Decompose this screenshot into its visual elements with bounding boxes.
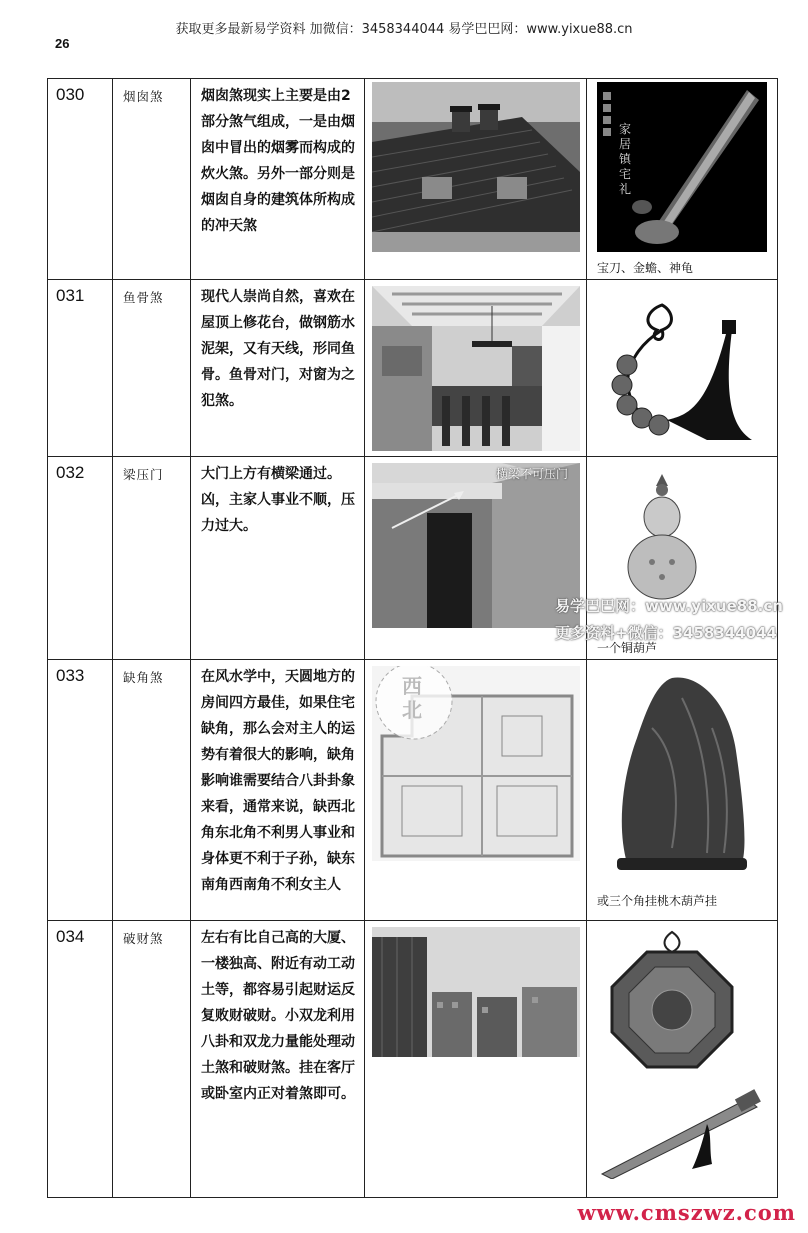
watermark-site: 易学巴巴网：www.yixue88.cn — [555, 597, 783, 615]
entry-photo-cell — [365, 79, 587, 280]
entry-name: 梁压门 — [113, 457, 191, 660]
entry-number: 030 — [48, 79, 113, 280]
entry-remedy-cell — [587, 921, 778, 1198]
entry-photo-cell — [365, 280, 587, 457]
entry-remedy-cell — [587, 280, 778, 457]
coin-tassel-charm-image — [607, 300, 767, 450]
table-row — [48, 280, 778, 457]
bagua-mirror-image — [597, 927, 747, 1077]
entry-photo-cell — [365, 457, 587, 660]
floorplan-label: 西北 — [402, 674, 422, 722]
footer-site-mark: www.cmszwz.com — [577, 1200, 796, 1225]
high-rise-buildings-photo — [372, 927, 580, 1057]
treasure-sword-image — [597, 82, 767, 252]
peach-wood-carving-image — [612, 668, 752, 878]
table-row — [48, 660, 778, 921]
entry-description: 现代人崇尚自然，喜欢在屋顶上修花台，做钢筋水泥架，又有天线，形同鱼骨。鱼骨对门，对窗为之犯煞。 — [191, 280, 365, 457]
entry-number: 032 — [48, 457, 113, 660]
entry-number: 033 — [48, 660, 113, 921]
remedy-caption: 或三个角挂桃木葫芦挂 — [597, 894, 718, 908]
table-row — [48, 921, 778, 1198]
watermark-contact: 更多资料+微信：3458344044 — [555, 624, 777, 642]
entry-name: 鱼骨煞 — [113, 280, 191, 457]
chimney-roof-photo — [372, 82, 580, 252]
entry-description: 在风水学中，天圆地方的房间四方最佳，如果住宅缺角，那么会对主人的运势有着很大的影响，缺角影响谁需要结合八卦卦象来看，通常来说，缺西北角东北角不利男人事业和身体更不利于子孙，缺东南角西南角不利女主人 — [191, 660, 365, 921]
entry-description: 大门上方有横梁通过。凶，主家人事业不顺，压力过大。 — [191, 457, 365, 660]
entry-description: 烟囱煞现实上主要是由2部分煞气组成，一是由烟囱中冒出的烟雾而构成的炊火煞。另外一部分则是烟囱自身的建筑体所构成的冲天煞 — [191, 79, 365, 280]
brass-gourd-image — [622, 472, 702, 602]
table-row — [48, 79, 778, 280]
entry-remedy-cell — [587, 660, 778, 921]
header-banner: 获取更多最新易学资料 加微信：3458344044 易学巴巴网：www.yixue88.cn — [175, 22, 633, 37]
entry-photo-cell — [365, 660, 587, 921]
entry-name: 烟囱煞 — [113, 79, 191, 280]
photo-label: 横梁不可压门 — [496, 467, 569, 481]
beamed-kitchen-photo — [372, 286, 580, 451]
entry-name: 缺角煞 — [113, 660, 191, 921]
entry-description: 左右有比自己高的大厦、一楼独高、附近有动工动土等，都容易引起财运反复败财破财。小双龙利用八卦和双龙力量能处理动土煞和破财煞。挂在客厅或卧室内正对着煞即可。 — [191, 921, 365, 1198]
entry-number: 034 — [48, 921, 113, 1198]
remedy-caption: 宝刀、金蟾、神龟 — [597, 261, 694, 275]
beam-over-door-photo — [372, 463, 580, 628]
remedy-image-label: 家居镇宅礼 — [619, 122, 632, 196]
page-number: 26 — [55, 36, 70, 51]
entry-photo-cell — [365, 921, 587, 1198]
entry-remedy-cell — [587, 79, 778, 280]
entry-number: 031 — [48, 280, 113, 457]
remedy-caption: 一个铜葫芦 — [597, 641, 658, 655]
dragon-sword-image — [597, 1089, 767, 1179]
entry-name: 破财煞 — [113, 921, 191, 1198]
missing-corner-floorplan — [372, 666, 580, 861]
